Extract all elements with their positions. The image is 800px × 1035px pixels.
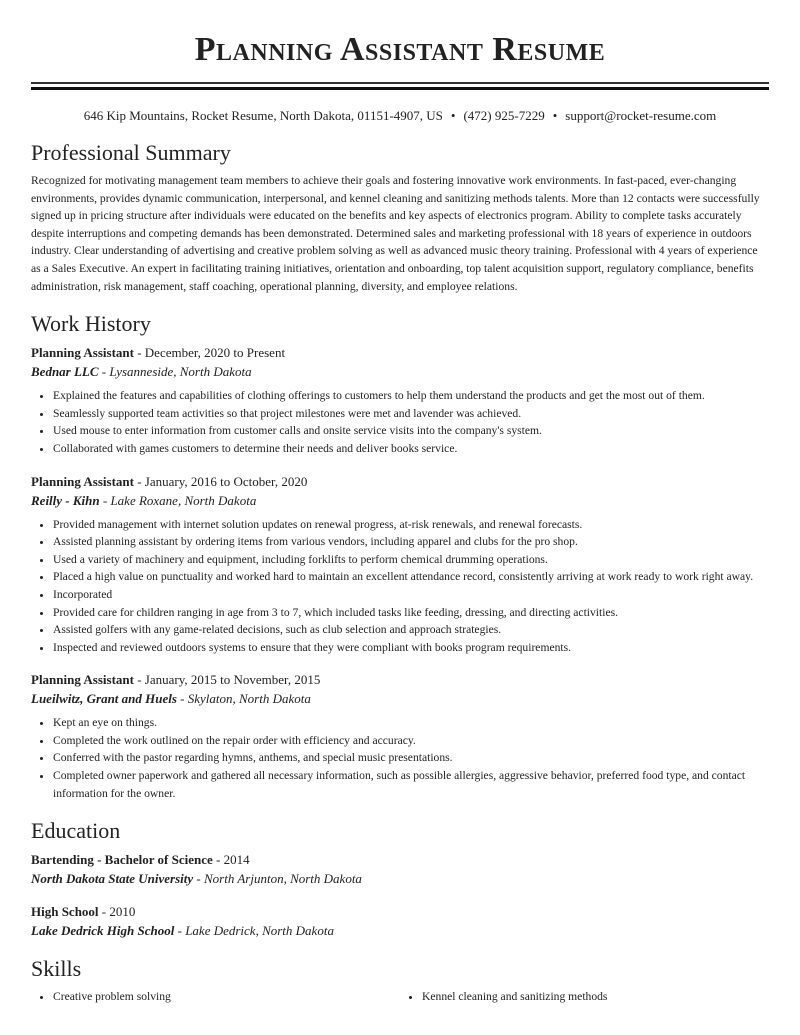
degree-line [31, 902, 769, 921]
resume-title: Planning Assistant Resume [194, 31, 606, 68]
graduation-year: - 2014 [212, 852, 250, 868]
graduation-year: - 2010 [98, 904, 136, 920]
job-location: - Skylaton, North Dakota [176, 691, 311, 707]
school-line [31, 921, 769, 940]
job-entry [31, 472, 769, 657]
job-title: Planning Assistant [31, 345, 134, 361]
bullet-item: • Assisted golfers with any game-related decisions, such as club selection and approach strategies. [53, 621, 769, 639]
skills-list [31, 988, 769, 1006]
separator: • [450, 108, 456, 123]
bullet-item: • Collaborated with games customers to determine their needs and deliver books service. [53, 440, 769, 458]
degree: High School [31, 904, 99, 920]
work-heading: Work History [31, 311, 151, 337]
skill-item: • Creative problem solving [53, 988, 400, 1006]
school-name: Lake Dedrick High School [31, 923, 175, 939]
job-dates: - January, 2015 to November, 2015 [133, 672, 321, 688]
company-name: Lueilwitz, Grant and Huels [31, 691, 177, 707]
bullet-item: • Inspected and reviewed outdoors systems to ensure that they were compliant with books program requirements. [53, 639, 769, 657]
bullet-item: • Conferred with the pastor regarding hymns, anthems, and special music presentations. [53, 749, 769, 767]
employer-line [31, 362, 769, 381]
bullet-item: • Placed a high value on punctuality and worked hard to maintain an excellent attendance record, consistently arriving at work ready to work right away. [53, 568, 769, 586]
email: support@rocket-resume.com [565, 108, 717, 123]
bullet-item: • Completed owner paperwork and gathered all necessary information, such as possible allergies, aggressive behavior, preferred food type, and contact information for the owner. [53, 767, 769, 802]
employer-line [31, 491, 769, 510]
summary-text: Recognized for motivating management team members to achieve their goals and fostering innovative work environments. In fast-paced, ever-changing environments, provides dynamic communication, interpersonal, and kennel cleaning and sanitizing methods talents. More than 12 contacts were successfully signed up in pricing structure after individuals were educated on the benefits and key aspects of electronics program. Ability to complete tasks accurately despite interruptions and competing demands has been demonstrated. Determined sales and marketing professional with 18 years of experience in outdoors industry. Clear understanding of advertising and creative problem solving as well as advanced music theory training. Professional with 4 years of experience as a Sales Executive. An expert in facilitating training initiatives, orientation and onboarding, top talent acquisition support, regulatory compliance, benefits administration, risk management, staff coaching, operational planning, diversity, and employee relations. [31, 174, 760, 293]
company-name: Reilly - Kihn [31, 492, 100, 508]
title-divider [31, 82, 769, 90]
skills-column-left [31, 988, 400, 1006]
work-history [31, 343, 769, 802]
job-title: Planning Assistant [31, 473, 134, 489]
education-list [31, 850, 769, 940]
skills-column-right [400, 988, 769, 1006]
school-location: - Lake Dedrick, North Dakota [174, 923, 334, 939]
company-name: Bednar LLC [31, 364, 99, 380]
degree-line [31, 850, 769, 869]
bullet-item: • Kept an eye on things. [53, 714, 769, 732]
job-location: - Lake Roxane, North Dakota [99, 492, 257, 508]
bullet-item: • Seamlessly supported team activities so that project milestones were met and lavender was achieved. [53, 405, 769, 423]
bullet-item: • Provided management with internet solution updates on renewal progress, at-risk renewals, and renewal forecasts. [53, 516, 769, 534]
education-entry [31, 902, 769, 940]
separator: • [552, 108, 558, 123]
school-line [31, 869, 769, 888]
bullet-item: • Incorporated [53, 586, 769, 604]
degree: Bartending - Bachelor of Science [31, 852, 213, 868]
summary-heading: Professional Summary [31, 140, 231, 165]
education-entry [31, 850, 769, 888]
skill-item: • Kennel cleaning and sanitizing methods [422, 988, 769, 1006]
phone: (472) 925-7229 [463, 108, 545, 123]
education-heading: Education [31, 818, 121, 844]
job-bullets [31, 714, 769, 802]
job-location: - Lysanneside, North Dakota [98, 364, 252, 380]
school-name: North Dakota State University [31, 871, 194, 887]
contact-line [31, 108, 769, 124]
job-title-line [31, 670, 769, 689]
job-title: Planning Assistant [31, 672, 134, 688]
job-title-line [31, 472, 769, 491]
bullet-item: • Assisted planning assistant by ordering items from various vendors, including apparel and clubs for the pro shop. [53, 533, 769, 551]
job-dates: - December, 2020 to Present [133, 345, 286, 361]
school-location: - North Arjunton, North Dakota [193, 871, 362, 887]
bullet-item: • Used mouse to enter information from customer calls and onsite service visits into the company's system. [53, 422, 769, 440]
employer-line [31, 689, 769, 708]
address: 646 Kip Mountains, Rocket Resume, North Dakota, 01151-4907, US [83, 108, 443, 123]
bullet-item: • Explained the features and capabilities of clothing offerings to customers to help them understand the products and get the most out of them. [53, 387, 769, 405]
bullet-item: • Used a variety of machinery and equipment, including forklifts to perform chemical drumming operations. [53, 551, 769, 569]
job-bullets [31, 387, 769, 457]
job-entry [31, 343, 769, 457]
bullet-item: • Completed the work outlined on the repair order with efficiency and accuracy. [53, 732, 769, 750]
job-entry [31, 670, 769, 802]
skills-heading: Skills [31, 956, 82, 982]
job-dates: - January, 2016 to October, 2020 [133, 473, 308, 489]
job-bullets [31, 516, 769, 657]
bullet-item: • Provided care for children ranging in age from 3 to 7, which included tasks like feeding, dressing, and directing activities. [53, 604, 769, 622]
job-title-line [31, 343, 769, 362]
